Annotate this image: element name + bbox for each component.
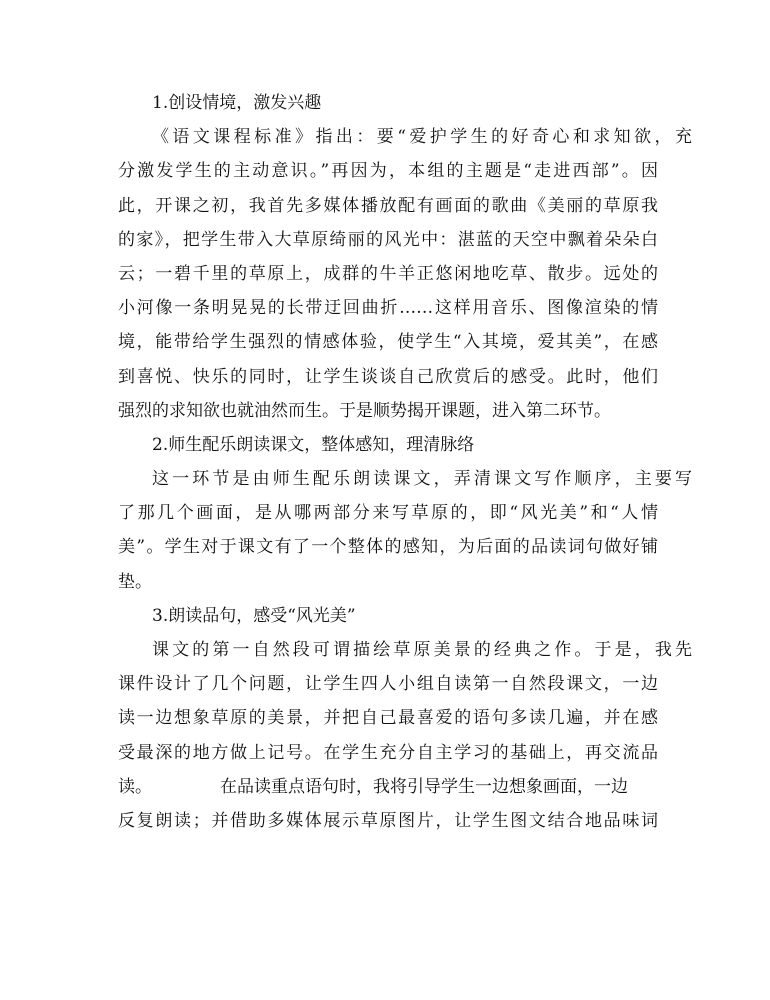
paragraph-line: 反复朗读；并借助多媒体展示草原图片，让学生图文结合地品味词 bbox=[118, 810, 658, 831]
paragraph-line: 到喜悦、快乐的同时，让学生谈谈自己欣赏后的感受。此时，他们 bbox=[118, 366, 658, 387]
section-heading-1: 1.创设情境，激发兴趣 bbox=[152, 93, 322, 113]
paragraph-line: 这一环节是由师生配乐朗读课文，弄清课文写作顺序，主要写 bbox=[152, 469, 692, 490]
paragraph-line bbox=[118, 770, 658, 804]
paragraph-line: 课件设计了几个问题，让学生四人小组自读第一自然段课文，一边 bbox=[118, 674, 658, 695]
paragraph-line: 小河像一条明晃晃的长带迂回曲折……这样用音乐、图像渲染的情 bbox=[118, 298, 658, 319]
paragraph-line: 《语文课程标准》指出：要“爱护学生的好奇心和求知欲，充 bbox=[152, 127, 692, 148]
paragraph-line: 的家》，把学生带入大草原绮丽的风光中：湛蓝的天空中飘着朵朵白 bbox=[118, 229, 658, 250]
line-start-text: 读。 bbox=[118, 776, 152, 797]
document-body bbox=[118, 86, 692, 838]
paragraph-line: 读一边想象草原的美景，并把自己最喜爱的语句多读几遍，并在感 bbox=[118, 708, 658, 729]
paragraph-line: 分激发学生的主动意识。”再因为，本组的主题是“走进西部”。因 bbox=[118, 161, 658, 182]
section-heading-3: 3.朗读品句，感受“风光美” bbox=[152, 605, 356, 626]
paragraph-line: 垫。 bbox=[118, 571, 152, 592]
section-heading-2: 2.师生配乐朗读课文，整体感知，理清脉络 bbox=[152, 434, 475, 455]
paragraph-line: 强烈的求知欲也就油然而生。于是顺势揭开课题，进入第二环节。 bbox=[118, 400, 611, 421]
paragraph-line: 了那几个画面，是从哪两部分来写草原的，即“风光美”和“人情 bbox=[118, 503, 658, 524]
paragraph-line: 境，能带给学生强烈的情感体验，使学生“入其境，爱其美”，在感 bbox=[118, 332, 658, 353]
paragraph-line: 云；一碧千里的草原上，成群的牛羊正悠闲地吃草、散步。远处的 bbox=[118, 263, 658, 284]
paragraph-line: 受最深的地方做上记号。在学生充分自主学习的基础上，再交流品 bbox=[118, 742, 658, 763]
paragraph-line: 美”。学生对于课文有了一个整体的感知，为后面的品读词句做好铺 bbox=[118, 537, 658, 558]
paragraph-line: 课文的第一自然段可谓描绘草原美景的经典之作。于是，我先 bbox=[152, 640, 692, 660]
line-continuation-text: 在品读重点语句时，我将引导学生一边想象画面，一边 bbox=[220, 776, 628, 797]
paragraph-line: 此，开课之初，我首先多媒体播放配有画面的歌曲《美丽的草原我 bbox=[118, 195, 658, 216]
